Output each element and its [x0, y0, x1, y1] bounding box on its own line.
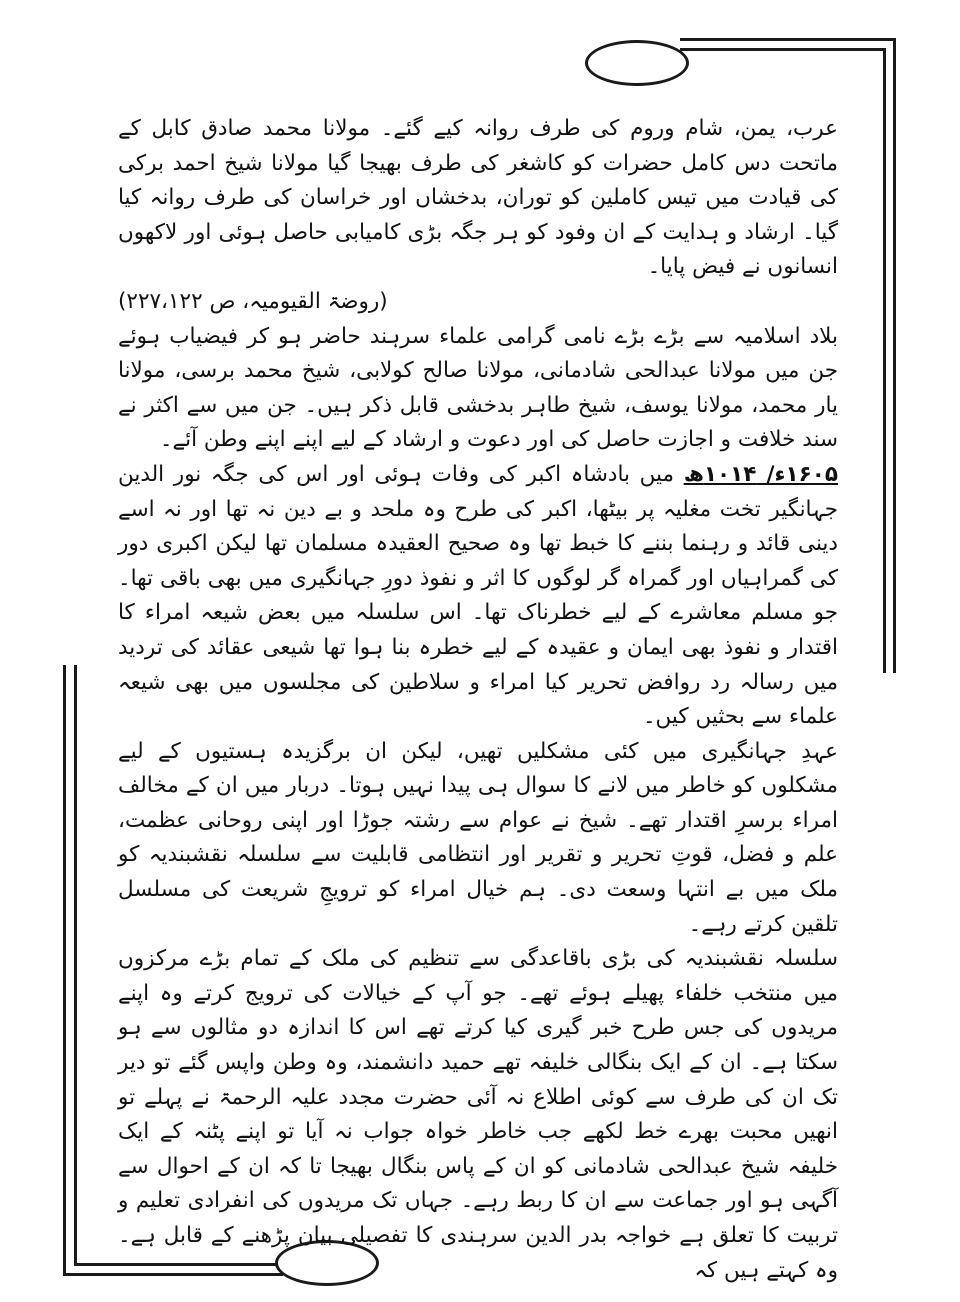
frame-left-line-outer [63, 665, 66, 1275]
paragraph-4 [118, 735, 838, 943]
citation-text: (روضۃ القیومیہ، ص ۲۲۷،۱۲۲) [118, 288, 388, 314]
paragraph-3-text: میں بادشاہ اکبر کی وفات ہوئی اور اس کی جگہ نور الدین جہانگیر تخت مغلیہ پر بیٹھا، اکبر کی طرح وہ ملحد و بے دین نہ تھا اور نہ اسے دینی قائد و رہنما بننے کا خبط تھا وہ صحیح العقیدہ مسلمان تھا لیکن اکبری دور کی گمراہیاں اور گمراہ گر لوگوں کا اثر و نفوذ دورِ جہانگیری میں بھی باقی تھا۔ جو مسلم معاشرے کے لیے خطرناک تھا۔ اس سلسلہ میں بعض شیعہ امراء کا اقتدار و نفوذ بھی ایمان و عقیدہ کے لیے خطرہ بنا ہوا تھا شیعی عقائد کی تردید میں رسالہ رد روافض تحریر کیا امراء و سلاطین کی مجلسوں میں بھی شیعہ علماء سے بحثیں کیں۔ [118, 461, 838, 730]
paragraph-2 [118, 320, 838, 458]
frame-top-line-inner [680, 48, 885, 51]
paragraph-3 [118, 458, 838, 735]
frame-top-line-outer [680, 38, 895, 41]
paragraph-5-text: سلسلہ نقشبندیہ کی بڑی باقاعدگی سے تنظیم کی ملک کے تمام بڑے مرکزوں میں منتخب خلفاء پھیلے ہوئے تھے۔ جو آپ کے خیالات کی ترویج کرتے وہ اپنے مریدوں کی جس طرح خبر گیری کیا کرتے تھے اس کا اندازہ دو مثالوں سے ہو سکتا ہے۔ ان کے ایک بنگالی خلیفہ تھے حمید دانشمند، وہ وطن واپس گئے تو دیر تک ان کی طرف سے کوئی اطلاع نہ آئی حضرت مجدد علیہ الرحمۃ نے پہلے تو انھیں محبت بھرے خط لکھے جب خاطر خواہ جواب نہ آیا تو اپنے پٹنہ کے ایک خلیفہ شیخ عبدالحی شادمانی کو ان کے پاس بنگال بھیجا تا کہ ان کے احوال سے آگہی ہو اور جماعت سے ان کا ربط رہے۔ جہاں تک مریدوں کی انفرادی تعلیم و تربیت کا تعلق ہے خواجہ بدر الدین سرہندی کا تفصیلی بیان پڑھنے کے قابل ہے۔ وہ کہتے ہیں کہ [118, 946, 838, 1283]
citation [118, 285, 838, 320]
paragraph-2-text: بلاد اسلامیہ سے بڑے بڑے نامی گرامی علماء سرہند حاضر ہو کر فیضیاب ہوئے جن میں مولانا عبدالحی شادمانی، مولانا صالح کولابی، شیخ محمد برسی، مولانا یار محمد، مولانا یوسف، شیخ طاہر بدخشی قابل ذکر ہیں۔ جن میں سے اکثر نے سند خلافت و اجازت حاصل کی اور دعوت و ارشاد کے لیے اپنے اپنے وطن آئے۔ [118, 323, 838, 453]
frame-top-oval [585, 40, 689, 86]
paragraph-1-text: عرب، یمن، شام وروم کی طرف روانہ کیے گئے۔ مولانا محمد صادق کابل کے ماتحت دس کامل حضرات کو کاشغر کی طرف بھیجا گیا مولانا شیخ احمد برکی کی قیادت میں تیس کاملین کو توران، بدخشاں اور خراسان کی طرف روانہ کیا گیا۔ ارشاد و ہدایت کے ان وفود کو ہر جگہ بڑی کامیابی حاصل ہوئی اور لاکھوں انسانوں نے فیض پایا۔ [118, 116, 838, 280]
paragraph-5 [118, 942, 838, 1288]
paragraph-4-text: عہدِ جہانگیری میں کئی مشکلیں تھیں، لیکن ان برگزیدہ ہستیوں کے لیے مشکلوں کو خاطر میں لانے کا سوال ہی پیدا نہیں ہوتا۔ دربار میں ان کے مخالف امراء برسرِ اقتدار تھے۔ شیخ نے عوام سے رشتہ جوڑا اور اپنی روحانی عظمت، علم و فضل، قوتِ تحریر و تقریر اور انتظامی قابلیت سے سلسلہ نقشبندیہ کو ملک میں بے انتہا وسعت دی۔ ہم خیال امراء کو ترویجِ شریعت کی مسلسل تلقین کرتے رہے۔ [118, 738, 838, 937]
frame-right-line-inner [883, 48, 886, 673]
frame-right-line-outer [893, 38, 896, 673]
document-body [118, 112, 838, 1288]
paragraph-1 [118, 112, 838, 285]
frame-left-line-inner [74, 665, 77, 1265]
handwritten-date: ۱۶۰۵ء/ ۱۰۱۴ھ [683, 461, 838, 487]
